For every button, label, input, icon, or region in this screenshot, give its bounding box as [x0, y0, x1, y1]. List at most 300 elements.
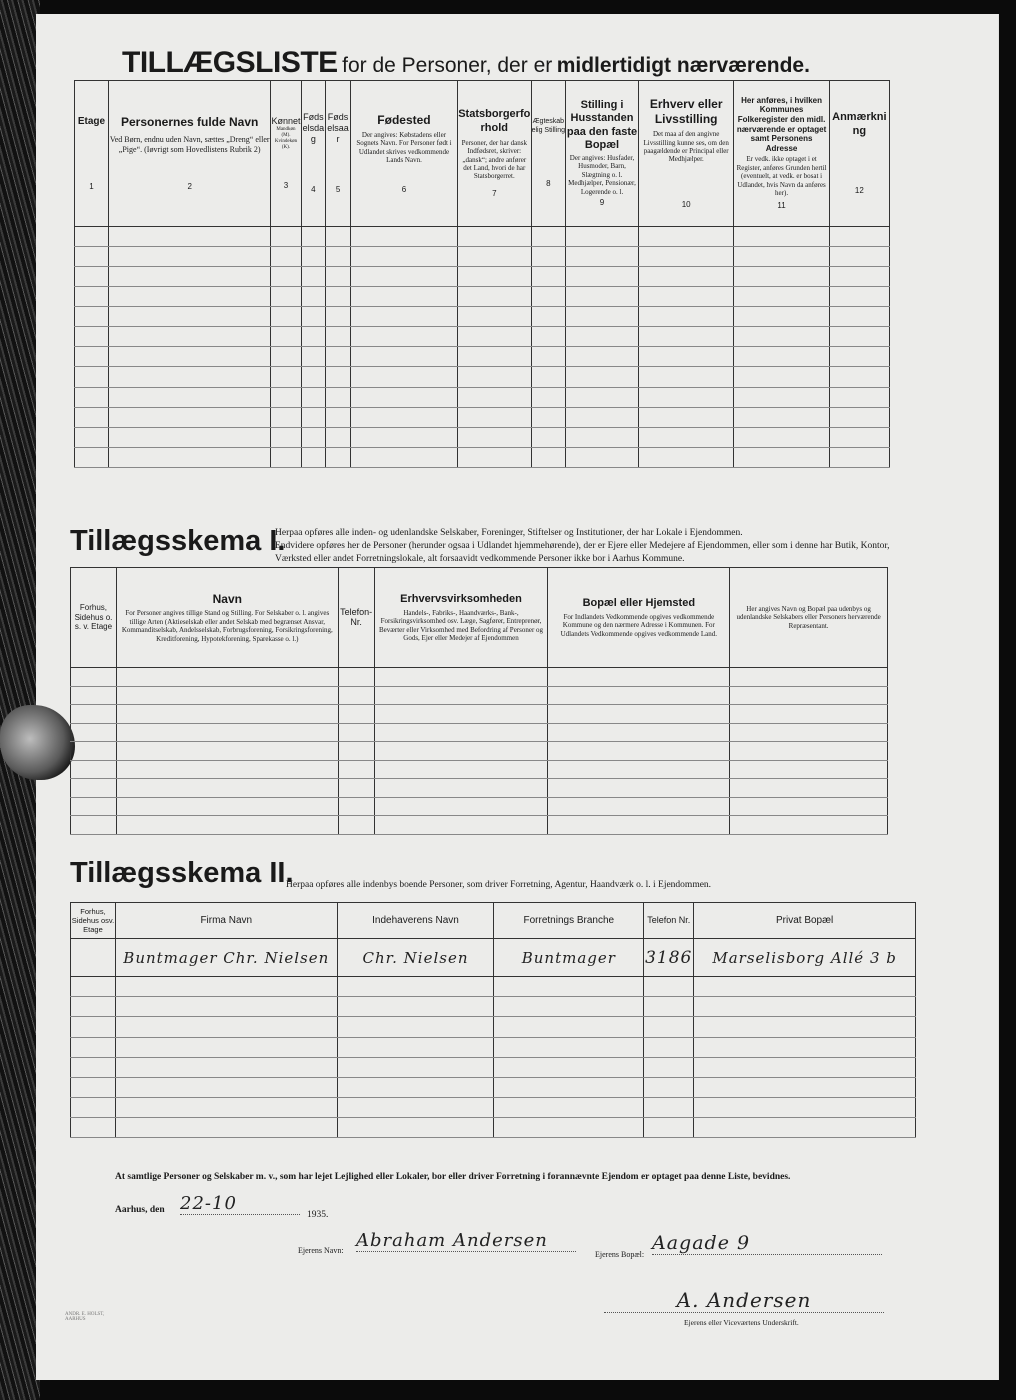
empty-cell — [326, 266, 351, 286]
empty-cell — [116, 760, 338, 779]
empty-row — [71, 667, 888, 686]
empty-cell — [494, 1117, 644, 1137]
empty-cell — [71, 1097, 116, 1117]
empty-cell — [734, 427, 829, 447]
empty-cell — [326, 327, 351, 347]
s1-col-bopael: Bopæl eller Hjemsted For Indlandets Vedkommende opgives vedkommende Kommune og den nærmere Adresse i Kommunen. For Udlandets Vedkommende opgives vedkommende Land. — [548, 568, 730, 668]
empty-cell — [531, 347, 566, 367]
empty-cell — [350, 327, 457, 347]
empty-cell — [115, 1077, 337, 1097]
s2-firma-cell: Buntmager Chr. Nielsen — [115, 939, 337, 977]
empty-cell — [638, 407, 733, 427]
empty-cell — [71, 667, 117, 686]
empty-cell — [338, 742, 374, 761]
empty-cell — [301, 387, 326, 407]
empty-cell — [271, 367, 301, 387]
empty-cell — [548, 723, 730, 742]
empty-cell — [301, 246, 326, 266]
empty-row — [75, 347, 890, 367]
empty-row — [71, 997, 916, 1017]
empty-row — [71, 1077, 916, 1097]
empty-cell — [531, 307, 566, 327]
empty-cell — [301, 307, 326, 327]
empty-cell — [458, 287, 531, 307]
empty-cell — [75, 226, 109, 246]
empty-cell — [734, 266, 829, 286]
empty-cell — [271, 246, 301, 266]
empty-cell — [75, 347, 109, 367]
empty-cell — [301, 266, 326, 286]
empty-cell — [108, 246, 271, 266]
empty-cell — [326, 226, 351, 246]
empty-cell — [458, 427, 531, 447]
empty-cell — [71, 1057, 116, 1077]
empty-cell — [326, 246, 351, 266]
empty-cell — [108, 407, 271, 427]
empty-cell — [350, 246, 457, 266]
empty-cell — [734, 226, 829, 246]
empty-cell — [494, 1017, 644, 1037]
empty-cell — [494, 977, 644, 997]
owner-address-label: Ejerens Bopæl: — [595, 1250, 645, 1259]
s2-col-bopael: Privat Bopæl — [694, 903, 916, 939]
empty-cell — [337, 1017, 494, 1037]
signature-label: Ejerens eller Viceværtens Underskrift. — [684, 1318, 799, 1327]
s2-indehaver-cell: Chr. Nielsen — [337, 939, 494, 977]
empty-cell — [350, 266, 457, 286]
empty-cell — [548, 797, 730, 816]
empty-cell — [115, 1117, 337, 1137]
empty-cell — [115, 1017, 337, 1037]
empty-cell — [829, 387, 889, 407]
empty-cell — [458, 226, 531, 246]
empty-cell — [458, 266, 531, 286]
empty-cell — [730, 742, 888, 761]
empty-cell — [301, 427, 326, 447]
owner-name-label: Ejerens Navn: — [298, 1246, 344, 1255]
empty-cell — [350, 387, 457, 407]
empty-cell — [75, 307, 109, 327]
empty-row — [71, 686, 888, 705]
empty-cell — [638, 367, 733, 387]
empty-cell — [350, 407, 457, 427]
empty-cell — [338, 705, 374, 724]
empty-cell — [326, 407, 351, 427]
empty-cell — [494, 997, 644, 1017]
empty-cell — [694, 1057, 916, 1077]
col-citizenship: Statsborgerforhold Personer, der har dansk Indfødsret, skriver: „dansk“; andre anfører det Land, hvori de har Statsborgerret. 7 — [458, 81, 531, 227]
col-occupation: Erhverv eller Livsstilling Det maa af den angivne Livsstilling kunne ses, om den paagældende er Principal eller Medhjælper. 10 — [638, 81, 733, 227]
empty-cell — [644, 1077, 694, 1097]
empty-cell — [694, 1037, 916, 1057]
empty-cell — [638, 347, 733, 367]
empty-cell — [108, 307, 271, 327]
empty-cell — [566, 226, 639, 246]
empty-cell — [548, 667, 730, 686]
empty-cell — [458, 246, 531, 266]
empty-cell — [566, 387, 639, 407]
empty-cell — [694, 1077, 916, 1097]
empty-cell — [730, 723, 888, 742]
empty-row — [71, 1057, 916, 1077]
empty-cell — [730, 797, 888, 816]
empty-cell — [458, 347, 531, 367]
col-etage: Etage 1 — [75, 81, 109, 227]
empty-cell — [531, 226, 566, 246]
empty-cell — [644, 997, 694, 1017]
empty-cell — [301, 367, 326, 387]
empty-cell — [548, 779, 730, 798]
empty-cell — [326, 427, 351, 447]
footer-place: Aarhus, den — [115, 1205, 165, 1215]
empty-cell — [638, 427, 733, 447]
s1-col-repraesentant: Her angives Navn og Bopæl paa udenbys og udenlandske Selskabers eller Personers herværende Repræsentant. — [730, 568, 888, 668]
empty-cell — [350, 367, 457, 387]
empty-cell — [271, 407, 301, 427]
empty-cell — [734, 287, 829, 307]
empty-cell — [531, 447, 566, 467]
empty-cell — [301, 347, 326, 367]
empty-cell — [338, 760, 374, 779]
empty-cell — [108, 427, 271, 447]
skema1-header-row — [71, 568, 888, 668]
empty-cell — [108, 226, 271, 246]
empty-cell — [638, 287, 733, 307]
empty-row — [71, 1017, 916, 1037]
footer-date: 22-10 — [180, 1193, 300, 1215]
empty-cell — [337, 1097, 494, 1117]
empty-cell — [337, 977, 494, 997]
empty-row — [75, 246, 890, 266]
empty-cell — [108, 367, 271, 387]
empty-cell — [694, 1117, 916, 1137]
empty-cell — [638, 307, 733, 327]
empty-cell — [115, 1037, 337, 1057]
s2-col-telefon: Telefon Nr. — [644, 903, 694, 939]
empty-cell — [71, 779, 117, 798]
empty-cell — [338, 667, 374, 686]
empty-cell — [566, 287, 639, 307]
empty-cell — [638, 447, 733, 467]
empty-cell — [566, 246, 639, 266]
s2-col-etage: Forhus, Sidehus osv. Etage — [71, 903, 116, 939]
empty-cell — [458, 327, 531, 347]
s2-bopael-cell: Marselisborg Allé 3 b — [694, 939, 916, 977]
empty-cell — [71, 723, 117, 742]
col-birthday: Fødselsdag 4 — [301, 81, 326, 227]
empty-cell — [75, 367, 109, 387]
empty-cell — [644, 1037, 694, 1057]
col-marital: Ægteskabelig Stilling 8 — [531, 81, 566, 227]
empty-row — [75, 387, 890, 407]
empty-cell — [71, 797, 117, 816]
empty-cell — [75, 266, 109, 286]
empty-cell — [71, 997, 116, 1017]
empty-cell — [638, 266, 733, 286]
empty-cell — [301, 226, 326, 246]
empty-cell — [116, 742, 338, 761]
empty-cell — [734, 246, 829, 266]
empty-cell — [374, 723, 548, 742]
empty-cell — [531, 327, 566, 347]
empty-cell — [531, 367, 566, 387]
empty-cell — [337, 1077, 494, 1097]
list-body — [75, 226, 890, 467]
empty-cell — [694, 977, 916, 997]
skema1-body — [71, 667, 888, 834]
empty-cell — [271, 287, 301, 307]
empty-cell — [829, 246, 889, 266]
empty-cell — [271, 347, 301, 367]
empty-cell — [566, 447, 639, 467]
empty-cell — [115, 1057, 337, 1077]
empty-row — [75, 266, 890, 286]
empty-cell — [829, 367, 889, 387]
empty-cell — [338, 686, 374, 705]
empty-cell — [108, 327, 271, 347]
empty-cell — [829, 407, 889, 427]
empty-cell — [75, 427, 109, 447]
empty-cell — [71, 686, 117, 705]
s2-col-firma: Firma Navn — [115, 903, 337, 939]
empty-cell — [458, 447, 531, 467]
empty-row — [71, 797, 888, 816]
col-name: Personernes fulde Navn Ved Børn, endnu uden Navn, sættes „Dreng“ eller „Pige“. (Iøvrigt som Hovedlistens Rubrik 2) 2 — [108, 81, 271, 227]
empty-cell — [644, 977, 694, 997]
empty-cell — [374, 816, 548, 835]
empty-cell — [566, 427, 639, 447]
empty-cell — [71, 705, 117, 724]
empty-cell — [734, 307, 829, 327]
empty-cell — [271, 447, 301, 467]
empty-cell — [644, 1017, 694, 1037]
empty-cell — [337, 1117, 494, 1137]
empty-cell — [337, 997, 494, 1017]
empty-cell — [337, 1057, 494, 1077]
empty-cell — [458, 307, 531, 327]
empty-row — [71, 742, 888, 761]
empty-cell — [531, 246, 566, 266]
empty-cell — [548, 816, 730, 835]
col-birthyear: Fødselsaar 5 — [326, 81, 351, 227]
empty-cell — [494, 1037, 644, 1057]
empty-cell — [271, 226, 301, 246]
empty-cell — [494, 1057, 644, 1077]
empty-cell — [326, 387, 351, 407]
empty-row — [71, 779, 888, 798]
empty-cell — [71, 742, 117, 761]
empty-row — [71, 1037, 916, 1057]
empty-cell — [638, 327, 733, 347]
empty-cell — [694, 1017, 916, 1037]
empty-cell — [271, 327, 301, 347]
empty-cell — [326, 447, 351, 467]
empty-row — [75, 367, 890, 387]
empty-cell — [458, 387, 531, 407]
empty-cell — [326, 287, 351, 307]
empty-cell — [350, 447, 457, 467]
empty-cell — [829, 327, 889, 347]
empty-row — [71, 977, 916, 997]
s2-telefon-cell: 3186 — [644, 939, 694, 977]
empty-cell — [350, 347, 457, 367]
col-remarks: Anmærkning 12 — [829, 81, 889, 227]
footer-statement: At samtlige Personer og Selskaber m. v., som har lejet Lejlighed eller Lokaler, bor eller driver Forretning i forannævnte Ejendom er optaget paa denne Liste, bevidnes. — [115, 1172, 791, 1182]
empty-cell — [730, 705, 888, 724]
empty-cell — [338, 723, 374, 742]
empty-cell — [644, 1057, 694, 1077]
empty-cell — [326, 307, 351, 327]
empty-cell — [638, 387, 733, 407]
col-birthplace: Fødested Der angives: Købstadens eller Sognets Navn. For Personer født i Udlandet skrives vedkommende Lands Navn. 6 — [350, 81, 457, 227]
empty-cell — [566, 367, 639, 387]
empty-row — [71, 816, 888, 835]
empty-cell — [71, 1117, 116, 1137]
empty-cell — [734, 347, 829, 367]
col-household: Stilling i Husstanden paa den faste Bopæl Der angives: Husfader, Husmoder, Barn, Slægtning o. l. Medhjælper, Pensionær, Logerende o. l. 9 — [566, 81, 639, 227]
empty-cell — [531, 287, 566, 307]
empty-cell — [350, 427, 457, 447]
owner-signature: A. Andersen — [604, 1288, 884, 1313]
empty-cell — [734, 407, 829, 427]
empty-cell — [458, 407, 531, 427]
empty-row — [75, 226, 890, 246]
empty-cell — [271, 266, 301, 286]
empty-cell — [271, 427, 301, 447]
empty-cell — [829, 266, 889, 286]
empty-cell — [566, 347, 639, 367]
empty-cell — [326, 347, 351, 367]
skema2-title: Tillægsskema II. — [70, 857, 294, 889]
empty-cell — [531, 427, 566, 447]
empty-row — [75, 407, 890, 427]
empty-cell — [638, 246, 733, 266]
col-gender: Kønnet Mandkøn (M). Kvindekøn (K). 3 — [271, 81, 301, 227]
empty-cell — [108, 447, 271, 467]
empty-cell — [730, 779, 888, 798]
empty-cell — [71, 977, 116, 997]
owner-name: Abraham Andersen — [356, 1230, 576, 1252]
empty-cell — [644, 1117, 694, 1137]
empty-row — [71, 760, 888, 779]
empty-cell — [75, 327, 109, 347]
empty-cell — [71, 1077, 116, 1097]
empty-cell — [734, 367, 829, 387]
empty-cell — [730, 816, 888, 835]
printer-mark: ANDR. E. HOLST, AARHUS — [65, 1312, 105, 1322]
empty-cell — [337, 1037, 494, 1057]
empty-cell — [75, 387, 109, 407]
empty-cell — [734, 447, 829, 467]
empty-cell — [116, 797, 338, 816]
empty-cell — [734, 387, 829, 407]
empty-cell — [116, 705, 338, 724]
empty-cell — [734, 327, 829, 347]
empty-cell — [829, 287, 889, 307]
empty-cell — [326, 367, 351, 387]
s1-col-etage: Forhus, Sidehus o. s. v. Etage — [71, 568, 117, 668]
empty-cell — [730, 760, 888, 779]
s2-etage-cell — [71, 939, 116, 977]
empty-cell — [531, 266, 566, 286]
owner-address: Aagade 9 — [652, 1232, 882, 1255]
empty-cell — [548, 705, 730, 724]
empty-cell — [548, 760, 730, 779]
empty-cell — [374, 742, 548, 761]
empty-row — [71, 705, 888, 724]
empty-cell — [548, 742, 730, 761]
skema1-intro: Herpaa opføres alle inden- og udenlandske Selskaber, Foreninger, Stiftelser og Institutioner, der har Lokale i Ejendommen. Endvidere opføres her de Personer (herunder ogsaa i Udlandet hjemmehørende), der er Ejere eller Medejere af Ejendommen, eller som i denne har Butik, Kontor, Værksted eller andet Forretningslokale, alt forsaavidt vedkommende Personer ikke bor i Aarhus Kommune. — [275, 528, 890, 564]
empty-row — [75, 447, 890, 467]
book-binding — [0, 0, 40, 1400]
skema1-title: Tillægsskema I. — [70, 525, 286, 557]
empty-cell — [374, 686, 548, 705]
empty-cell — [458, 367, 531, 387]
empty-cell — [374, 797, 548, 816]
empty-cell — [271, 307, 301, 327]
empty-cell — [374, 779, 548, 798]
empty-cell — [730, 667, 888, 686]
footer-year: 1935. — [307, 1210, 329, 1220]
empty-cell — [75, 246, 109, 266]
empty-cell — [115, 1097, 337, 1117]
empty-row — [71, 1117, 916, 1137]
empty-cell — [494, 1077, 644, 1097]
empty-row — [75, 327, 890, 347]
s1-col-erhverv: Erhvervsvirksomheden Handels-, Fabriks-, Haandværks-, Bank-, Forsikringsvirksomhed osv. Læge, Sagfører, Entreprenør, Beværter eller Virksomhed med Befordring af Personer og Gods, Ejer eller Medejer af Ejendommen — [374, 568, 548, 668]
empty-cell — [494, 1097, 644, 1117]
empty-cell — [638, 226, 733, 246]
empty-cell — [566, 407, 639, 427]
empty-cell — [829, 307, 889, 327]
empty-cell — [108, 287, 271, 307]
empty-cell — [694, 1097, 916, 1117]
empty-cell — [116, 779, 338, 798]
s2-col-indehaver: Indehaverens Navn — [337, 903, 494, 939]
empty-cell — [71, 816, 117, 835]
empty-cell — [75, 287, 109, 307]
empty-cell — [730, 686, 888, 705]
empty-row — [75, 427, 890, 447]
s2-branche-cell: Buntmager — [494, 939, 644, 977]
empty-cell — [116, 667, 338, 686]
main-list-table — [74, 80, 890, 468]
col-registry: Her anføres, i hvilken Kommunes Folkeregister den midl. nærværende er optaget samt Personens Adresse Er vedk. ikke optaget i et Register, anføres Grunden hertil (eventuelt, at vedk. er bosat i Udlandet, hvis Navn da anføres her). 11 — [734, 81, 829, 227]
skema1-table — [70, 567, 888, 835]
empty-cell — [71, 1017, 116, 1037]
empty-cell — [350, 287, 457, 307]
empty-row — [75, 307, 890, 327]
empty-cell — [829, 447, 889, 467]
empty-row — [71, 723, 888, 742]
empty-cell — [548, 686, 730, 705]
empty-cell — [350, 226, 457, 246]
empty-cell — [301, 447, 326, 467]
empty-cell — [566, 327, 639, 347]
empty-cell — [644, 1097, 694, 1117]
empty-cell — [108, 266, 271, 286]
empty-cell — [116, 723, 338, 742]
empty-cell — [338, 779, 374, 798]
empty-cell — [338, 797, 374, 816]
empty-cell — [71, 1037, 116, 1057]
skema2-table — [70, 902, 916, 1138]
empty-cell — [566, 266, 639, 286]
empty-cell — [108, 387, 271, 407]
empty-row — [75, 287, 890, 307]
empty-cell — [829, 427, 889, 447]
empty-cell — [829, 226, 889, 246]
